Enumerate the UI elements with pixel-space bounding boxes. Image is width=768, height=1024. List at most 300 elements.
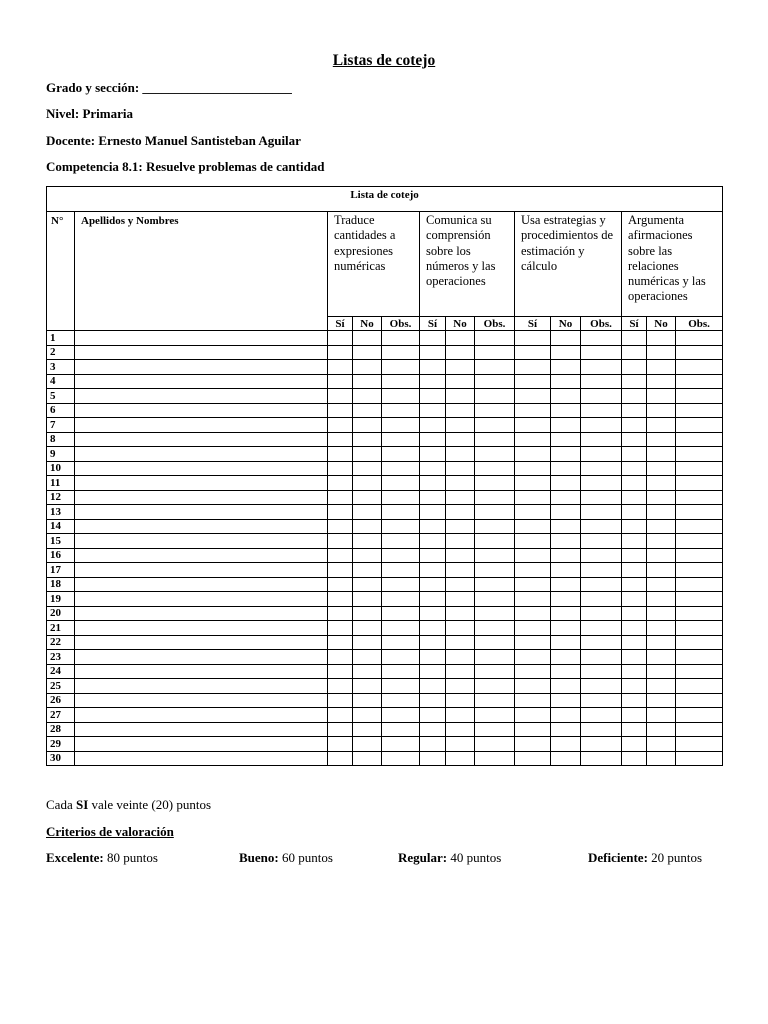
check-cell bbox=[551, 418, 581, 433]
check-cell bbox=[353, 432, 382, 447]
student-name-cell bbox=[75, 374, 328, 389]
table-row bbox=[47, 490, 723, 505]
check-cell bbox=[647, 331, 676, 346]
check-cell bbox=[353, 592, 382, 607]
check-cell bbox=[551, 360, 581, 375]
check-cell bbox=[676, 592, 723, 607]
table-row bbox=[47, 534, 723, 549]
check-cell bbox=[622, 519, 647, 534]
check-cell bbox=[622, 708, 647, 723]
table-row bbox=[47, 548, 723, 563]
check-cell bbox=[515, 650, 551, 665]
check-cell bbox=[647, 476, 676, 491]
check-cell bbox=[622, 548, 647, 563]
check-cell bbox=[622, 360, 647, 375]
scoring-note bbox=[46, 797, 211, 813]
check-cell bbox=[515, 519, 551, 534]
score-value: 80 puntos bbox=[103, 850, 158, 865]
check-cell bbox=[420, 374, 446, 389]
check-cell bbox=[622, 476, 647, 491]
check-cell bbox=[676, 708, 723, 723]
check-cell bbox=[353, 403, 382, 418]
check-cell bbox=[353, 345, 382, 360]
score-regular bbox=[398, 850, 501, 866]
check-cell bbox=[353, 635, 382, 650]
row-number: 29 bbox=[47, 737, 75, 752]
check-cell bbox=[676, 418, 723, 433]
check-cell bbox=[475, 490, 515, 505]
check-cell bbox=[382, 664, 420, 679]
student-name-cell bbox=[75, 621, 328, 636]
check-cell bbox=[515, 389, 551, 404]
check-cell bbox=[676, 374, 723, 389]
check-cell bbox=[446, 418, 475, 433]
check-cell bbox=[515, 664, 551, 679]
check-cell bbox=[551, 490, 581, 505]
table-row bbox=[47, 374, 723, 389]
check-cell bbox=[475, 534, 515, 549]
check-cell bbox=[328, 722, 353, 737]
check-cell bbox=[475, 447, 515, 462]
check-cell bbox=[420, 432, 446, 447]
check-cell bbox=[328, 737, 353, 752]
check-cell bbox=[647, 606, 676, 621]
check-cell bbox=[353, 548, 382, 563]
check-cell bbox=[515, 331, 551, 346]
check-cell bbox=[382, 577, 420, 592]
row-number: 16 bbox=[47, 548, 75, 563]
check-cell bbox=[420, 664, 446, 679]
check-cell bbox=[515, 577, 551, 592]
col-header-names: Apellidos y Nombres bbox=[75, 212, 328, 331]
check-cell bbox=[475, 650, 515, 665]
check-cell bbox=[353, 679, 382, 694]
check-cell bbox=[581, 650, 622, 665]
table-row bbox=[47, 403, 723, 418]
student-name-cell bbox=[75, 505, 328, 520]
check-cell bbox=[382, 490, 420, 505]
check-cell bbox=[551, 751, 581, 766]
check-cell bbox=[328, 635, 353, 650]
check-cell bbox=[353, 418, 382, 433]
row-number: 22 bbox=[47, 635, 75, 650]
check-cell bbox=[353, 722, 382, 737]
nivel-line: Nivel: Primaria bbox=[46, 106, 133, 121]
check-cell bbox=[446, 360, 475, 375]
check-cell bbox=[581, 635, 622, 650]
check-cell bbox=[647, 577, 676, 592]
table-row bbox=[47, 722, 723, 737]
student-name-cell bbox=[75, 490, 328, 505]
check-cell bbox=[622, 345, 647, 360]
check-cell bbox=[676, 432, 723, 447]
sub-header-cell: Sí bbox=[328, 317, 353, 331]
check-cell bbox=[446, 345, 475, 360]
check-cell bbox=[622, 679, 647, 694]
check-cell bbox=[622, 664, 647, 679]
check-cell bbox=[676, 635, 723, 650]
check-cell bbox=[446, 693, 475, 708]
check-cell bbox=[581, 737, 622, 752]
sub-header-cell: Sí bbox=[622, 317, 647, 331]
check-cell bbox=[475, 693, 515, 708]
check-cell bbox=[622, 650, 647, 665]
scoring-note-pre: Cada bbox=[46, 797, 76, 812]
check-cell bbox=[581, 403, 622, 418]
check-cell bbox=[647, 447, 676, 462]
check-cell bbox=[515, 490, 551, 505]
row-number: 20 bbox=[47, 606, 75, 621]
row-number: 3 bbox=[47, 360, 75, 375]
sub-header-cell: Obs. bbox=[475, 317, 515, 331]
check-cell bbox=[420, 476, 446, 491]
check-cell bbox=[647, 360, 676, 375]
check-cell bbox=[622, 418, 647, 433]
check-cell bbox=[420, 447, 446, 462]
check-cell bbox=[622, 751, 647, 766]
check-cell bbox=[676, 650, 723, 665]
check-cell bbox=[676, 621, 723, 636]
check-cell bbox=[382, 403, 420, 418]
check-cell bbox=[353, 447, 382, 462]
check-cell bbox=[515, 374, 551, 389]
check-cell bbox=[551, 461, 581, 476]
check-cell bbox=[647, 461, 676, 476]
check-cell bbox=[328, 693, 353, 708]
check-cell bbox=[353, 693, 382, 708]
student-name-cell bbox=[75, 447, 328, 462]
check-cell bbox=[475, 592, 515, 607]
student-name-cell bbox=[75, 548, 328, 563]
check-cell bbox=[515, 737, 551, 752]
check-cell bbox=[551, 679, 581, 694]
check-cell bbox=[475, 751, 515, 766]
check-cell bbox=[382, 505, 420, 520]
check-cell bbox=[328, 621, 353, 636]
student-name-cell bbox=[75, 592, 328, 607]
check-cell bbox=[551, 606, 581, 621]
check-cell bbox=[328, 519, 353, 534]
check-cell bbox=[676, 606, 723, 621]
check-cell bbox=[676, 447, 723, 462]
table-row bbox=[47, 606, 723, 621]
check-cell bbox=[551, 621, 581, 636]
sub-header-cell: Sí bbox=[420, 317, 446, 331]
student-name-cell bbox=[75, 345, 328, 360]
row-number: 9 bbox=[47, 447, 75, 462]
check-cell bbox=[551, 534, 581, 549]
check-cell bbox=[581, 331, 622, 346]
check-cell bbox=[420, 635, 446, 650]
check-cell bbox=[475, 345, 515, 360]
score-value: 20 puntos bbox=[647, 850, 703, 865]
check-cell bbox=[581, 461, 622, 476]
check-cell bbox=[446, 331, 475, 346]
check-cell bbox=[420, 505, 446, 520]
check-cell bbox=[382, 360, 420, 375]
check-cell bbox=[551, 345, 581, 360]
competency-header: Argumenta afirmaciones sobre las relaciones numéricas y las operaciones bbox=[622, 212, 723, 317]
check-cell bbox=[475, 606, 515, 621]
table-row bbox=[47, 621, 723, 636]
check-cell bbox=[551, 548, 581, 563]
check-cell bbox=[515, 708, 551, 723]
student-name-cell bbox=[75, 577, 328, 592]
check-cell bbox=[446, 737, 475, 752]
check-cell bbox=[328, 360, 353, 375]
check-cell bbox=[622, 693, 647, 708]
check-cell bbox=[515, 592, 551, 607]
row-number: 24 bbox=[47, 664, 75, 679]
row-number: 13 bbox=[47, 505, 75, 520]
check-cell bbox=[622, 606, 647, 621]
checklist-table bbox=[46, 186, 723, 766]
check-cell bbox=[446, 606, 475, 621]
check-cell bbox=[676, 693, 723, 708]
check-cell bbox=[647, 621, 676, 636]
check-cell bbox=[475, 331, 515, 346]
check-cell bbox=[475, 621, 515, 636]
table-row bbox=[47, 737, 723, 752]
check-cell bbox=[328, 505, 353, 520]
check-cell bbox=[328, 534, 353, 549]
student-name-cell bbox=[75, 563, 328, 578]
check-cell bbox=[328, 650, 353, 665]
check-cell bbox=[581, 693, 622, 708]
student-name-cell bbox=[75, 476, 328, 491]
check-cell bbox=[328, 664, 353, 679]
check-cell bbox=[420, 679, 446, 694]
score-excelente bbox=[46, 850, 158, 866]
check-cell bbox=[515, 606, 551, 621]
check-cell bbox=[676, 505, 723, 520]
check-cell bbox=[446, 432, 475, 447]
check-cell bbox=[551, 374, 581, 389]
check-cell bbox=[382, 331, 420, 346]
sub-header-cell: No bbox=[551, 317, 581, 331]
check-cell bbox=[446, 679, 475, 694]
row-number: 28 bbox=[47, 722, 75, 737]
check-cell bbox=[382, 635, 420, 650]
score-label: Excelente: bbox=[46, 850, 104, 865]
check-cell bbox=[475, 737, 515, 752]
row-number: 10 bbox=[47, 461, 75, 476]
check-cell bbox=[353, 708, 382, 723]
sub-header-cell: Obs. bbox=[382, 317, 420, 331]
check-cell bbox=[622, 403, 647, 418]
check-cell bbox=[353, 331, 382, 346]
check-cell bbox=[515, 679, 551, 694]
competency-header: Usa estrategias y procedimientos de estimación y cálculo bbox=[515, 212, 622, 317]
check-cell bbox=[420, 331, 446, 346]
check-cell bbox=[382, 548, 420, 563]
check-cell bbox=[647, 418, 676, 433]
check-cell bbox=[328, 447, 353, 462]
check-cell bbox=[382, 708, 420, 723]
check-cell bbox=[581, 708, 622, 723]
check-cell bbox=[515, 418, 551, 433]
check-cell bbox=[676, 345, 723, 360]
check-cell bbox=[647, 635, 676, 650]
student-name-cell bbox=[75, 534, 328, 549]
competencia-line: Competencia 8.1: Resuelve problemas de cantidad bbox=[46, 159, 325, 174]
check-cell bbox=[382, 447, 420, 462]
competency-header: Comunica su comprensión sobre los números y las operaciones bbox=[420, 212, 515, 317]
check-cell bbox=[647, 693, 676, 708]
check-cell bbox=[475, 519, 515, 534]
check-cell bbox=[622, 331, 647, 346]
student-name-cell bbox=[75, 606, 328, 621]
check-cell bbox=[551, 635, 581, 650]
student-name-cell bbox=[75, 389, 328, 404]
check-cell bbox=[647, 345, 676, 360]
check-cell bbox=[382, 432, 420, 447]
student-name-cell bbox=[75, 635, 328, 650]
check-cell bbox=[622, 374, 647, 389]
check-cell bbox=[581, 679, 622, 694]
check-cell bbox=[382, 592, 420, 607]
student-name-cell bbox=[75, 360, 328, 375]
check-cell bbox=[420, 534, 446, 549]
table-row bbox=[47, 418, 723, 433]
check-cell bbox=[515, 722, 551, 737]
score-label: Bueno: bbox=[239, 850, 279, 865]
check-cell bbox=[622, 722, 647, 737]
check-cell bbox=[475, 505, 515, 520]
score-label: Regular: bbox=[398, 850, 448, 865]
check-cell bbox=[515, 461, 551, 476]
check-cell bbox=[581, 345, 622, 360]
check-cell bbox=[647, 737, 676, 752]
scoring-note-si: SI bbox=[75, 797, 89, 812]
check-cell bbox=[647, 664, 676, 679]
sub-header-cell: No bbox=[446, 317, 475, 331]
check-cell bbox=[446, 592, 475, 607]
check-cell bbox=[475, 577, 515, 592]
row-number: 1 bbox=[47, 331, 75, 346]
check-cell bbox=[382, 461, 420, 476]
check-cell bbox=[382, 534, 420, 549]
col-header-number: N° bbox=[47, 212, 75, 331]
check-cell bbox=[581, 722, 622, 737]
table-row bbox=[47, 635, 723, 650]
check-cell bbox=[676, 331, 723, 346]
check-cell bbox=[676, 548, 723, 563]
check-cell bbox=[515, 403, 551, 418]
check-cell bbox=[647, 563, 676, 578]
check-cell bbox=[676, 722, 723, 737]
check-cell bbox=[446, 577, 475, 592]
student-name-cell bbox=[75, 664, 328, 679]
check-cell bbox=[475, 476, 515, 491]
check-cell bbox=[581, 606, 622, 621]
docente-line: Docente: Ernesto Manuel Santisteban Aguilar bbox=[46, 133, 301, 148]
check-cell bbox=[676, 389, 723, 404]
check-cell bbox=[446, 519, 475, 534]
check-cell bbox=[420, 461, 446, 476]
check-cell bbox=[475, 389, 515, 404]
check-cell bbox=[382, 650, 420, 665]
row-number: 26 bbox=[47, 693, 75, 708]
score-label: Deficiente: bbox=[588, 850, 648, 865]
check-cell bbox=[420, 519, 446, 534]
check-cell bbox=[328, 490, 353, 505]
check-cell bbox=[475, 708, 515, 723]
check-cell bbox=[515, 751, 551, 766]
check-cell bbox=[551, 693, 581, 708]
check-cell bbox=[622, 621, 647, 636]
check-cell bbox=[515, 432, 551, 447]
table-row bbox=[47, 519, 723, 534]
check-cell bbox=[420, 403, 446, 418]
check-cell bbox=[382, 345, 420, 360]
check-cell bbox=[382, 693, 420, 708]
check-cell bbox=[382, 374, 420, 389]
table-row bbox=[47, 679, 723, 694]
student-name-cell bbox=[75, 418, 328, 433]
check-cell bbox=[420, 722, 446, 737]
check-cell bbox=[420, 345, 446, 360]
table-row bbox=[47, 461, 723, 476]
check-cell bbox=[420, 693, 446, 708]
row-number: 27 bbox=[47, 708, 75, 723]
check-cell bbox=[676, 360, 723, 375]
check-cell bbox=[676, 664, 723, 679]
check-cell bbox=[676, 737, 723, 752]
row-number: 2 bbox=[47, 345, 75, 360]
table-row bbox=[47, 751, 723, 766]
check-cell bbox=[551, 563, 581, 578]
check-cell bbox=[420, 650, 446, 665]
check-cell bbox=[647, 403, 676, 418]
check-cell bbox=[328, 592, 353, 607]
check-cell bbox=[328, 418, 353, 433]
table-row bbox=[47, 360, 723, 375]
check-cell bbox=[622, 461, 647, 476]
check-cell bbox=[551, 664, 581, 679]
check-cell bbox=[353, 751, 382, 766]
table-caption: Lista de cotejo bbox=[47, 187, 723, 212]
check-cell bbox=[676, 751, 723, 766]
check-cell bbox=[475, 563, 515, 578]
check-cell bbox=[475, 635, 515, 650]
check-cell bbox=[581, 447, 622, 462]
check-cell bbox=[551, 592, 581, 607]
check-cell bbox=[581, 534, 622, 549]
scoring-note-post: vale veinte (20) puntos bbox=[88, 797, 212, 812]
row-number: 17 bbox=[47, 563, 75, 578]
check-cell bbox=[382, 606, 420, 621]
check-cell bbox=[581, 490, 622, 505]
check-cell bbox=[647, 650, 676, 665]
check-cell bbox=[551, 447, 581, 462]
check-cell bbox=[382, 621, 420, 636]
check-cell bbox=[382, 751, 420, 766]
student-name-cell bbox=[75, 679, 328, 694]
check-cell bbox=[420, 389, 446, 404]
check-cell bbox=[676, 563, 723, 578]
check-cell bbox=[581, 418, 622, 433]
check-cell bbox=[551, 505, 581, 520]
student-name-cell bbox=[75, 432, 328, 447]
check-cell bbox=[353, 737, 382, 752]
check-cell bbox=[551, 577, 581, 592]
check-cell bbox=[676, 490, 723, 505]
check-cell bbox=[420, 577, 446, 592]
competency-header: Traduce cantidades a expresiones numéricas bbox=[328, 212, 420, 317]
check-cell bbox=[676, 519, 723, 534]
check-cell bbox=[515, 563, 551, 578]
